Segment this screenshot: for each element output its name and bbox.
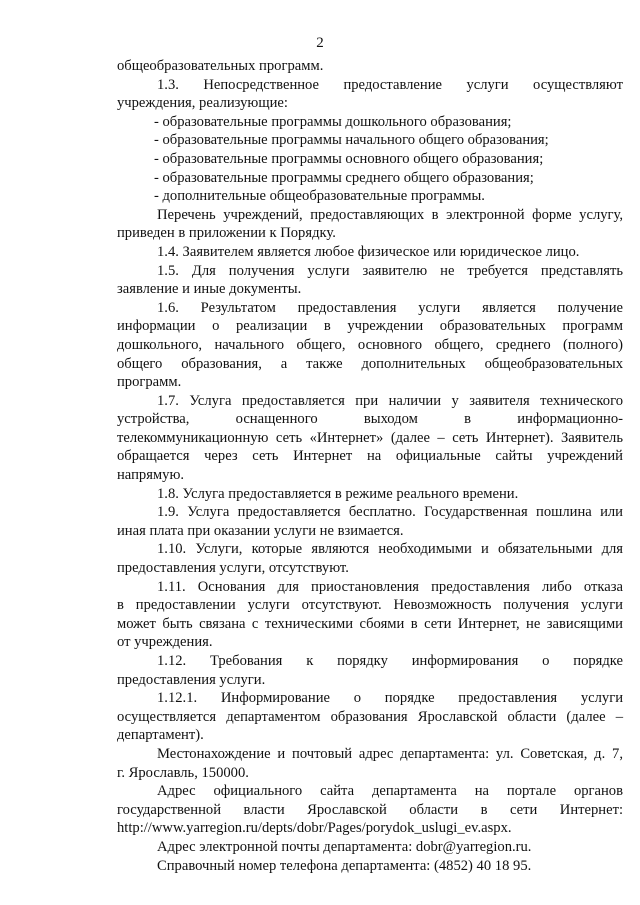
text-line: от учреждения. xyxy=(117,634,213,651)
text-line: напрямую. xyxy=(117,467,184,484)
list-item: - образовательные программы среднего общего образования; xyxy=(154,169,534,186)
email-line: Адрес электронной почты департамента: dobr@yarregion.ru. xyxy=(157,838,532,855)
phone-line: Справочный номер телефона департамента: (4852) 40 18 95. xyxy=(157,857,532,874)
text-line: обращается через сеть Интернет на официальные сайты учреждений xyxy=(117,448,623,465)
text-line: информации о реализации в учреждении образовательных программ xyxy=(117,318,623,335)
list-item: - дополнительные общеобразовательные программы. xyxy=(154,188,485,205)
list-item: - образовательные программы начального общего образования; xyxy=(154,132,549,149)
text-line: г. Ярославль, 150000. xyxy=(117,764,249,781)
text-line: 1.11. Основания для приостановления предоставления либо отказа xyxy=(157,578,623,595)
text-line: 1.7. Услуга предоставляется при наличии у заявителя технического xyxy=(157,392,623,409)
text-line: заявление и иные документы. xyxy=(117,281,302,298)
text-line: 1.8. Услуга предоставляется в режиме реального времени. xyxy=(157,485,519,502)
text-line: департамент). xyxy=(117,727,204,744)
text-line: 1.12.1. Информирование о порядке предоставления услуги xyxy=(157,690,623,707)
text-line: 1.6. Результатом предоставления услуги является получение xyxy=(157,299,623,316)
text-line: Адрес официального сайта департамента на портале органов xyxy=(157,783,623,800)
text-line: учреждения, реализующие: xyxy=(117,95,288,112)
text-line: 1.10. Услуги, которые являются необходимыми и обязательными для xyxy=(157,541,623,558)
list-item: - образовательные программы дошкольного образования; xyxy=(154,113,512,130)
text-line: в предоставлении услуги отсутствуют. Невозможность получения услуги xyxy=(117,597,623,614)
text-line: 1.5. Для получения услуги заявителю не требуется представлять xyxy=(157,262,623,279)
text-line: государственной власти Ярославской области в сети Интернет: xyxy=(117,801,623,818)
text-line: общеобразовательных программ. xyxy=(117,58,324,74)
list-item: - образовательные программы основного общего образования; xyxy=(154,150,544,167)
page-number: 2 xyxy=(316,35,324,51)
text-line: 1.3. Непосредственное предоставление услуги осуществляют xyxy=(157,76,623,93)
document-body xyxy=(117,57,623,875)
text-line: иная плата при оказании услуги не взимается. xyxy=(117,522,404,539)
text-line: Перечень учреждений, предоставляющих в электронной форме услугу, xyxy=(157,206,623,223)
text-line: телекоммуникационную сеть «Интернет» (далее – сеть Интернет). Заявитель xyxy=(117,429,623,446)
text-line: 1.12. Требования к порядку информирования о порядке xyxy=(157,653,623,669)
text-line: осуществляется департаментом образования Ярославской области (далее – xyxy=(117,708,623,725)
text-line: предоставления услуги. xyxy=(117,671,266,688)
text-line: может быть связана с техническими сбоями в сети Интернет, не зависящими xyxy=(117,615,623,632)
text-line: 1.9. Услуга предоставляется бесплатно. Государственная пошлина или xyxy=(157,504,623,521)
text-line: 1.4. Заявителем является любое физическое или юридическое лицо. xyxy=(157,243,580,260)
text-line: устройства, оснащенного выходом в информационно- xyxy=(117,411,623,428)
text-line: программ. xyxy=(117,374,182,391)
text-line: предоставления услуги, отсутствуют. xyxy=(117,560,349,577)
text-line: приведен в приложении к Порядку. xyxy=(117,225,336,242)
text-line: Местонахождение и почтовый адрес департамента: ул. Советская, д. 7, xyxy=(157,745,623,762)
url-text: http://www.yarregion.ru/depts/dobr/Pages/porydok_uslugi_ev.aspx. xyxy=(117,820,512,837)
text-line: дошкольного, начального общего, основного общего, среднего (полного) xyxy=(117,336,623,353)
text-line: общего образования, а также дополнительных общеобразовательных xyxy=(117,355,623,372)
